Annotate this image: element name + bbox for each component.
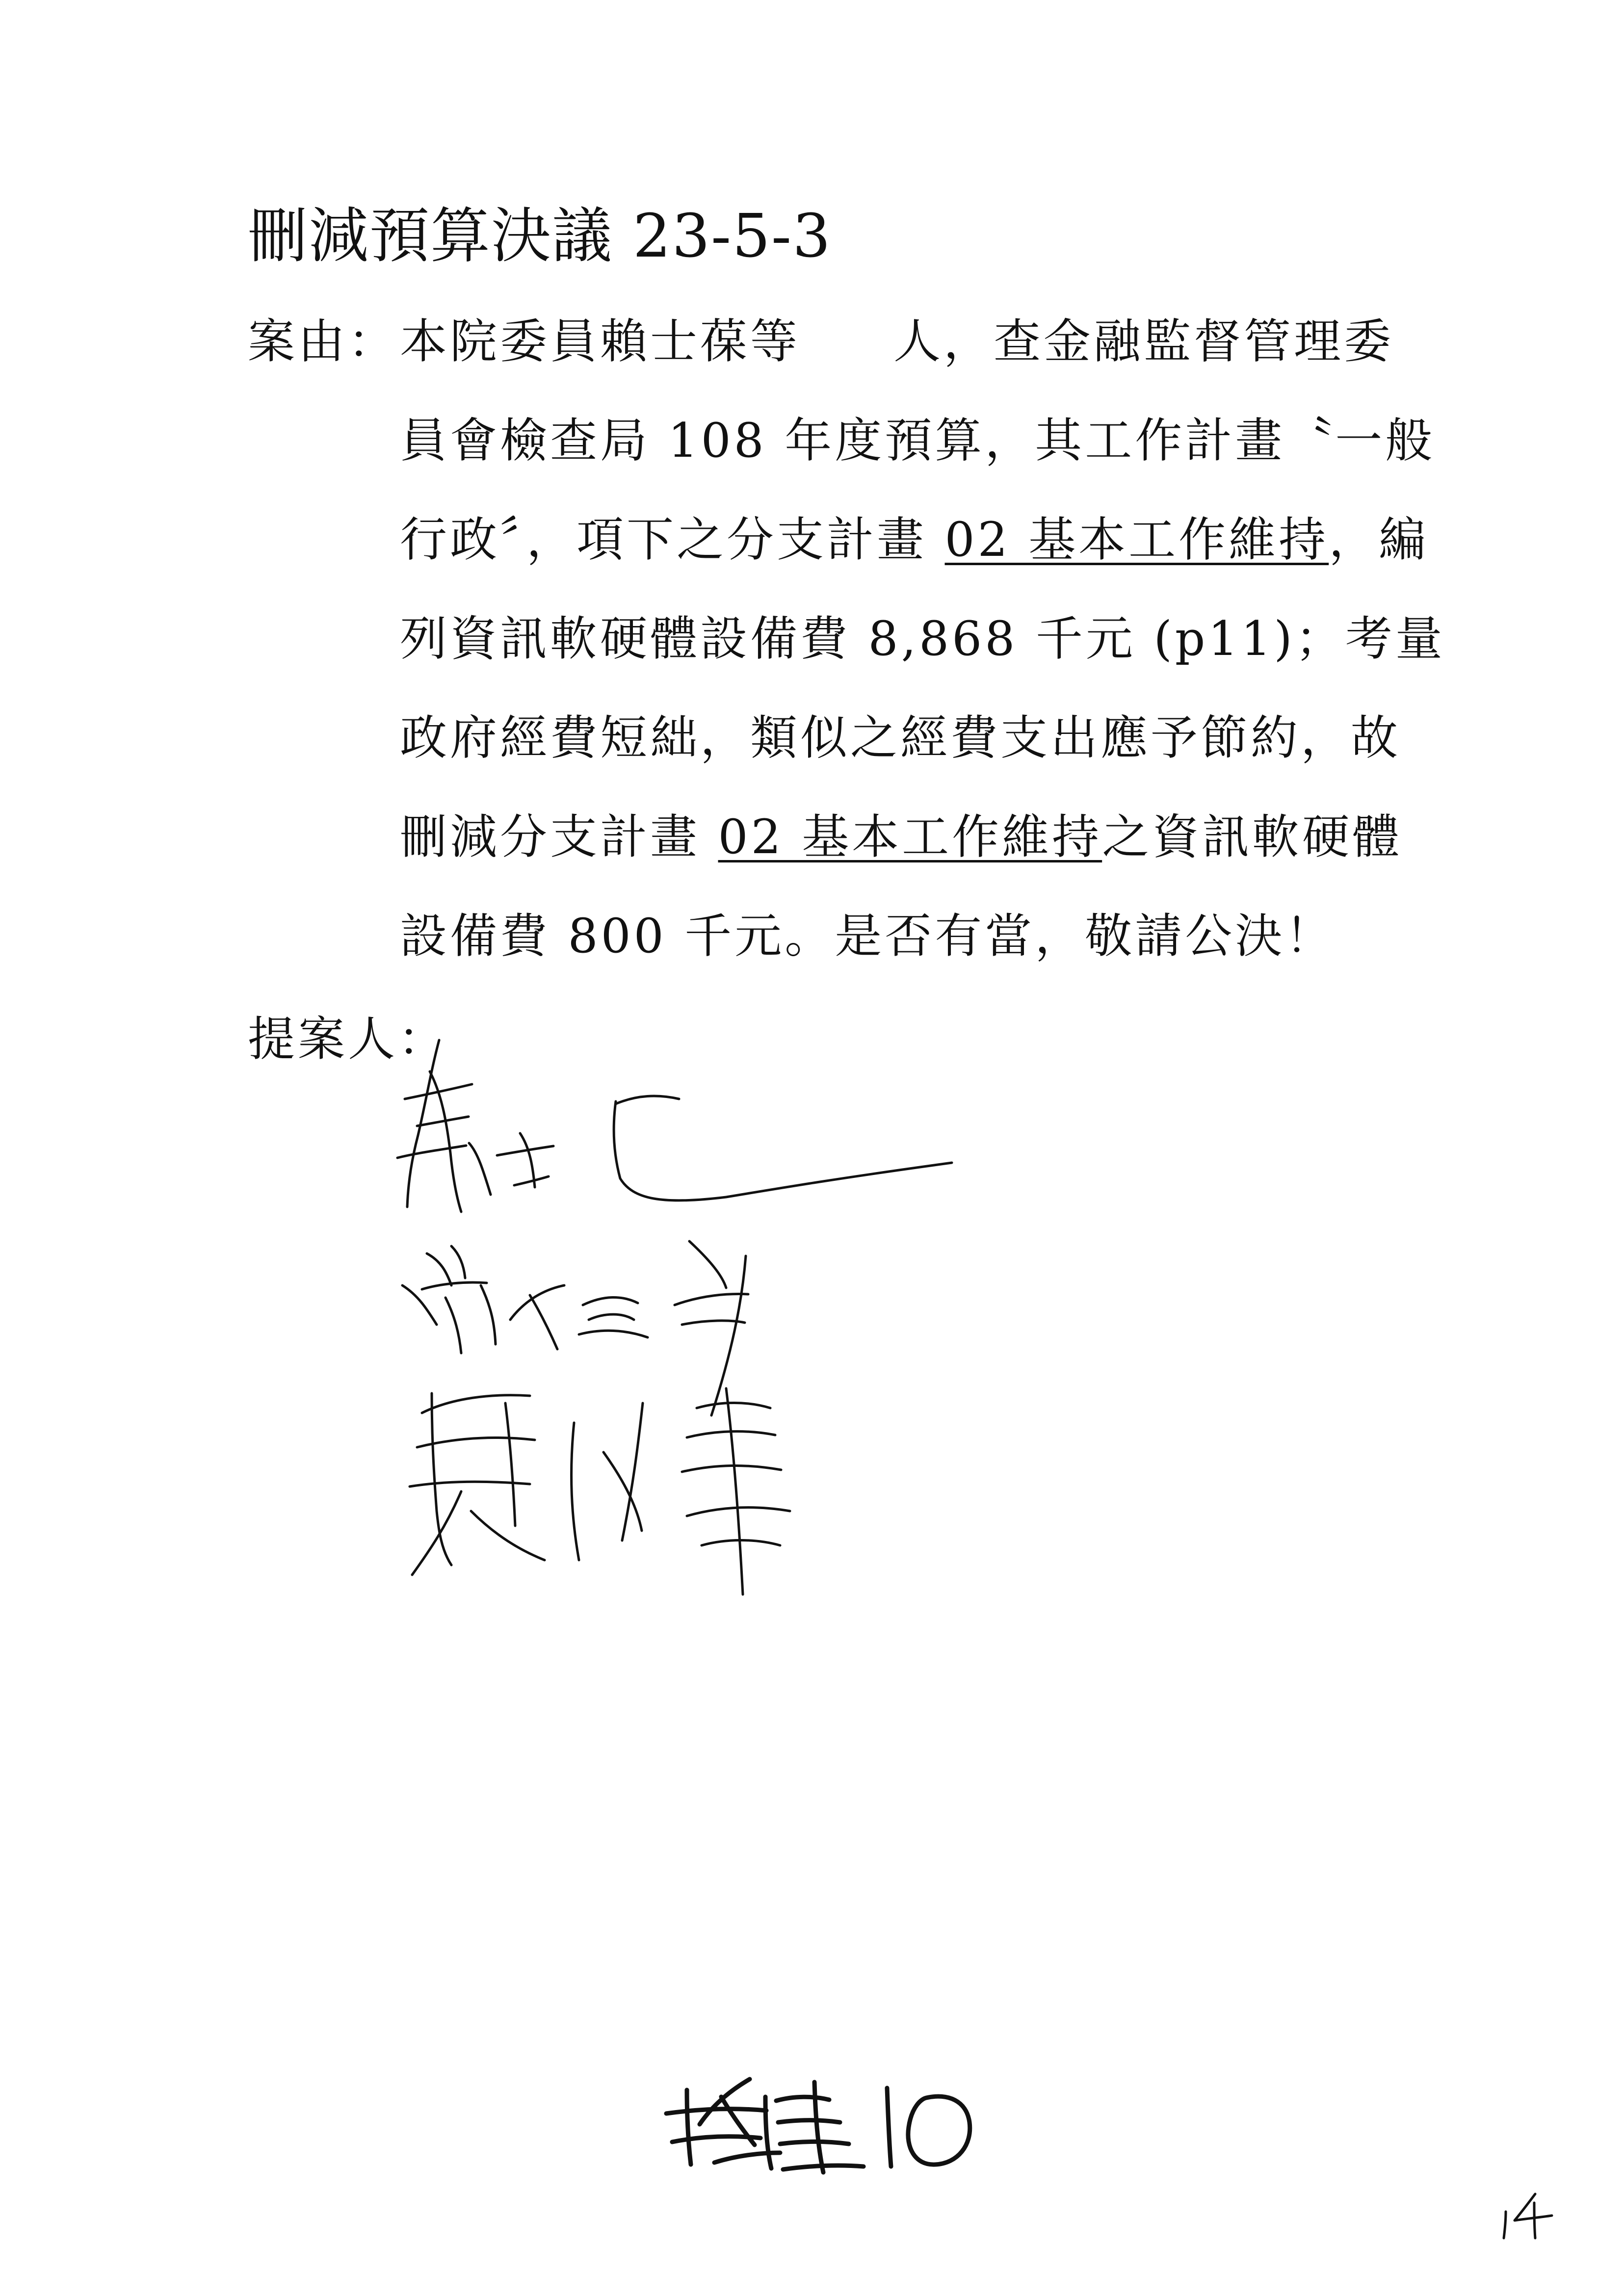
signature-3 [410, 1388, 790, 1594]
reason-line-6-part-b: 之資訊軟硬體 [1102, 809, 1403, 864]
reason-label: 案由： [248, 314, 398, 369]
signature-2 [402, 1241, 748, 1415]
reason-line-7 [400, 909, 1336, 964]
document-title: 刪減預算決議 23-5-3 [248, 201, 832, 271]
reason-line-2 [400, 413, 1436, 468]
reason-line-6 [400, 809, 1403, 864]
reason-line-2-text: 員會檢查局 108 年度預算，其工作計畫〝一般 [400, 413, 1436, 468]
reason-line-3-part-a: 行政〞，項下之分支計畫 [400, 512, 945, 567]
proposer-label: 提案人： [248, 1012, 448, 1067]
reason-line-1-part-a: 本院委員賴士葆等 [400, 314, 800, 369]
reason-line-4 [400, 611, 1445, 666]
handwritten-page-number [1494, 2183, 1558, 2242]
underlined-plan-name: 02 基本工作維持 [944, 512, 1329, 567]
reason-line-1 [400, 314, 1394, 369]
handwritten-signatures [383, 1030, 1021, 1644]
reason-line-6-part-a: 刪減分支計畫 [400, 809, 718, 864]
reason-line-5-text: 政府經費短絀，類似之經費支出應予節約，故 [400, 710, 1401, 765]
reason-line-3-part-b: ，編 [1329, 512, 1429, 567]
underlined-plan-name: 02 基本工作維持 [718, 809, 1102, 864]
reason-line-1-part-b: 人，查金融監督管理委 [893, 314, 1394, 369]
reason-line-4-text: 列資訊軟硬體設備費 8,868 千元 (p11)；考量 [400, 611, 1445, 666]
reason-line-7-text: 設備費 800 千元。是否有當，敬請公決！ [400, 909, 1336, 964]
reason-line-3 [400, 512, 1429, 567]
reason-line-5 [400, 710, 1401, 765]
signature-1 [397, 1040, 952, 1212]
handwritten-stamp-mark [657, 2056, 981, 2183]
